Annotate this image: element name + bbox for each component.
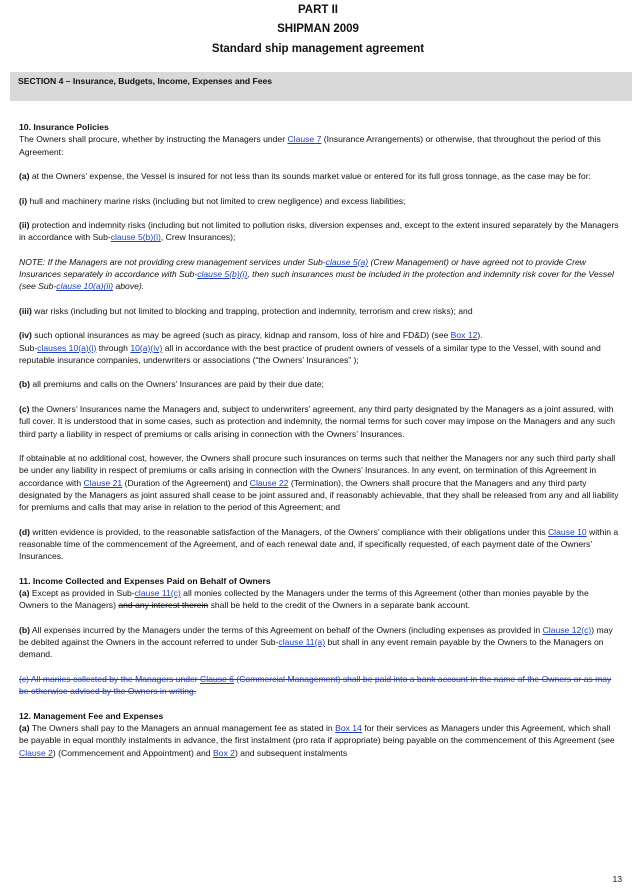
clause-11b: (b) All expenses incurred by the Managers under the terms of this Agreement on behalf of the Owners (including expenses as provided in Clause 12(c)) may be debited against the Owners in the account referred to under Sub-clause 11(a) but shall in any event remain payable by the Owners to the Managers on demand. bbox=[19, 624, 613, 660]
clause-10a: (a) at the Owners’ expense, the Vessel is insured for not less than its sounds market value or entered for its full gross tonnage, as the case may be for: bbox=[19, 171, 591, 182]
box-12-link[interactable]: Box 12 bbox=[450, 330, 478, 341]
clause-5a-link[interactable]: clause 5(a) bbox=[325, 256, 369, 267]
document-title: Standard ship management agreement bbox=[211, 43, 425, 55]
clause-10c: (c) the Owners’ Insurances name the Managers and, subject to underwriters’ agreement, any third party designated by the Managers as a joint assured, with full cover. It is understood that in some cases, such as protection and indemnity, the normal terms for such cover may impose on the Managers and any such third party a liability in respect of premiums or calls arising in connection with the Owners’ Insurances. bbox=[19, 403, 615, 439]
clause-11c-deleted: (c) All monies collected by the Managers under Clause 6 (Commercial Management) shall be paid into a bank account in the name of the Owners or as may be otherwise advised by the Owners in writing. bbox=[19, 673, 612, 697]
form-name: SHIPMAN 2009 bbox=[277, 23, 359, 35]
clause-10a-ii: (ii) protection and indemnity risks (including but not limited to pollution risks, diversion expenses and, except to the extent insured separately by the Managers in accordance with Sub-clause 5(b)(i), Crew Insurances); bbox=[19, 220, 619, 243]
clause-11a-link[interactable]: clause 11(a) bbox=[278, 637, 326, 648]
clause-10-intro: The Owners shall procure, whether by instructing the Managers under Clause 7 (Insurance Arrangements) or otherwise, that throughout the period of this Agreement: bbox=[19, 134, 601, 157]
part-heading: PART II bbox=[297, 4, 339, 16]
clause-11-heading: 11. Income Collected and Expenses Paid on Behalf of Owners bbox=[19, 575, 271, 586]
clause-2-link[interactable]: Clause 2 bbox=[19, 747, 53, 758]
section-header-bar bbox=[10, 72, 632, 101]
clause-7-link[interactable]: Clause 7 bbox=[287, 134, 322, 145]
clause-10a-i: (i) hull and machinery marine risks (including but not limited to crew negligence) and excess liabilities; bbox=[19, 195, 406, 206]
clause-12-heading: 12. Management Fee and Expenses bbox=[19, 710, 164, 721]
clauses-10ai-link[interactable]: clauses 10(a)(i) bbox=[37, 342, 97, 353]
clause-10aiv-link[interactable]: 10(a)(iv) bbox=[130, 342, 163, 353]
clause-10-link[interactable]: Clause 10 bbox=[547, 526, 587, 537]
document-body bbox=[19, 121, 619, 759]
section-title: SECTION 4 – Insurance, Budgets, Income, Expenses and Fees bbox=[18, 76, 273, 86]
clause-11a: (a) Except as provided in Sub-clause 11(c) all monies collected by the Managers under the terms of this Agreement (other than monies payable by the Owners to the Managers) and any interest therein shall be held to the credit of the Owners in a separate bank account. bbox=[19, 588, 589, 611]
clause-5bi-link-note[interactable]: clause 5(b)(i) bbox=[197, 269, 248, 280]
clause-10aii-link[interactable]: clause 10(a)(ii) bbox=[56, 281, 114, 292]
clause-5bi-link[interactable]: clause 5(b)(i) bbox=[110, 232, 161, 243]
clause-10a-iv: (iv) such optional insurances as may be agreed (such as piracy, kidnap and ransom, loss of hire and FD&D) (see Box 12). Sub-clauses 10(a)(i) through 10(a)(iv) all in accordance with the best practice of prudent owners of vessels of a similar type to the Vessel, with sound and reputable insurance companies, underwriters or associations (“the Owners’ Insurances” ); bbox=[19, 330, 601, 365]
clause-12a: (a) The Owners shall pay to the Managers an annual management fee as stated in Box 14 for their services as Managers under this Agreement, which shall be payable in equal monthly instalments in advance, the first instalment (pro rata if appropriate) being payable on the commencement of this Agreement (see Clause 2) (Commencement and Appointment) and Box 2) and subsequent instalments bbox=[19, 723, 615, 758]
clause-12c-link[interactable]: Clause 12(c) bbox=[542, 624, 592, 635]
deleted-text: and any interest therein bbox=[118, 600, 209, 611]
page-number: 13 bbox=[612, 874, 622, 884]
box-14-link[interactable]: Box 14 bbox=[335, 723, 362, 734]
clause-21-link[interactable]: Clause 21 bbox=[83, 477, 123, 488]
clause-11c-link[interactable]: clause 11(c) bbox=[134, 588, 181, 599]
clause-10-obtainable: If obtainable at no additional cost, however, the Owners shall procure such insurances on terms such that neither the Managers nor any such third party shall be under any liability in respect of premiums or calls arising in connection with the Owners’ Insurances. In any event, on termination of this Agreement in accordance with Clause 21 (Duration of the Agreement) and Clause 22 (Termination), the Owners shall procure that the Managers and any third party designated by the Managers as joint assured shall cease to be joint assured and, if reasonably achievable, that they shall be released from any and all liability for premiums and calls that may arise in relation to the period of this Agreement; and bbox=[19, 453, 619, 513]
clause-10a-iii: (iii) war risks (including but not limited to blocking and trapping, protection and indemnity, terrorism and crew risks); and bbox=[19, 305, 473, 316]
clause-6-link[interactable]: Clause 6 bbox=[200, 673, 234, 684]
clause-22-link[interactable]: Clause 22 bbox=[249, 477, 289, 488]
clause-10d: (d) written evidence is provided, to the reasonable satisfaction of the Managers, of the Owners’ compliance with their obligations under this Clause 10 within a reasonable time of the commencement of the Agreement, and of each renewal date and, if specifically requested, of each payment date of the Owners’ Insurances. bbox=[19, 526, 619, 562]
clause-10b: (b) all premiums and calls on the Owners’ Insurances are paid by their due date; bbox=[19, 379, 324, 390]
clause-10-heading: 10. Insurance Policies bbox=[19, 122, 109, 132]
clause-10-note: NOTE: If the Managers are not providing crew management services under Sub-clause 5(a) (Crew Management) or have agreed not to provide Crew Insurances separately in accordance with Sub-clause 5(b)(i), then such insurances must be included in the protection and indemnity risk cover for the Vessel (see Sub-clause 10(a)(ii) above). bbox=[19, 256, 614, 292]
box-2-link[interactable]: Box 2 bbox=[212, 747, 235, 758]
